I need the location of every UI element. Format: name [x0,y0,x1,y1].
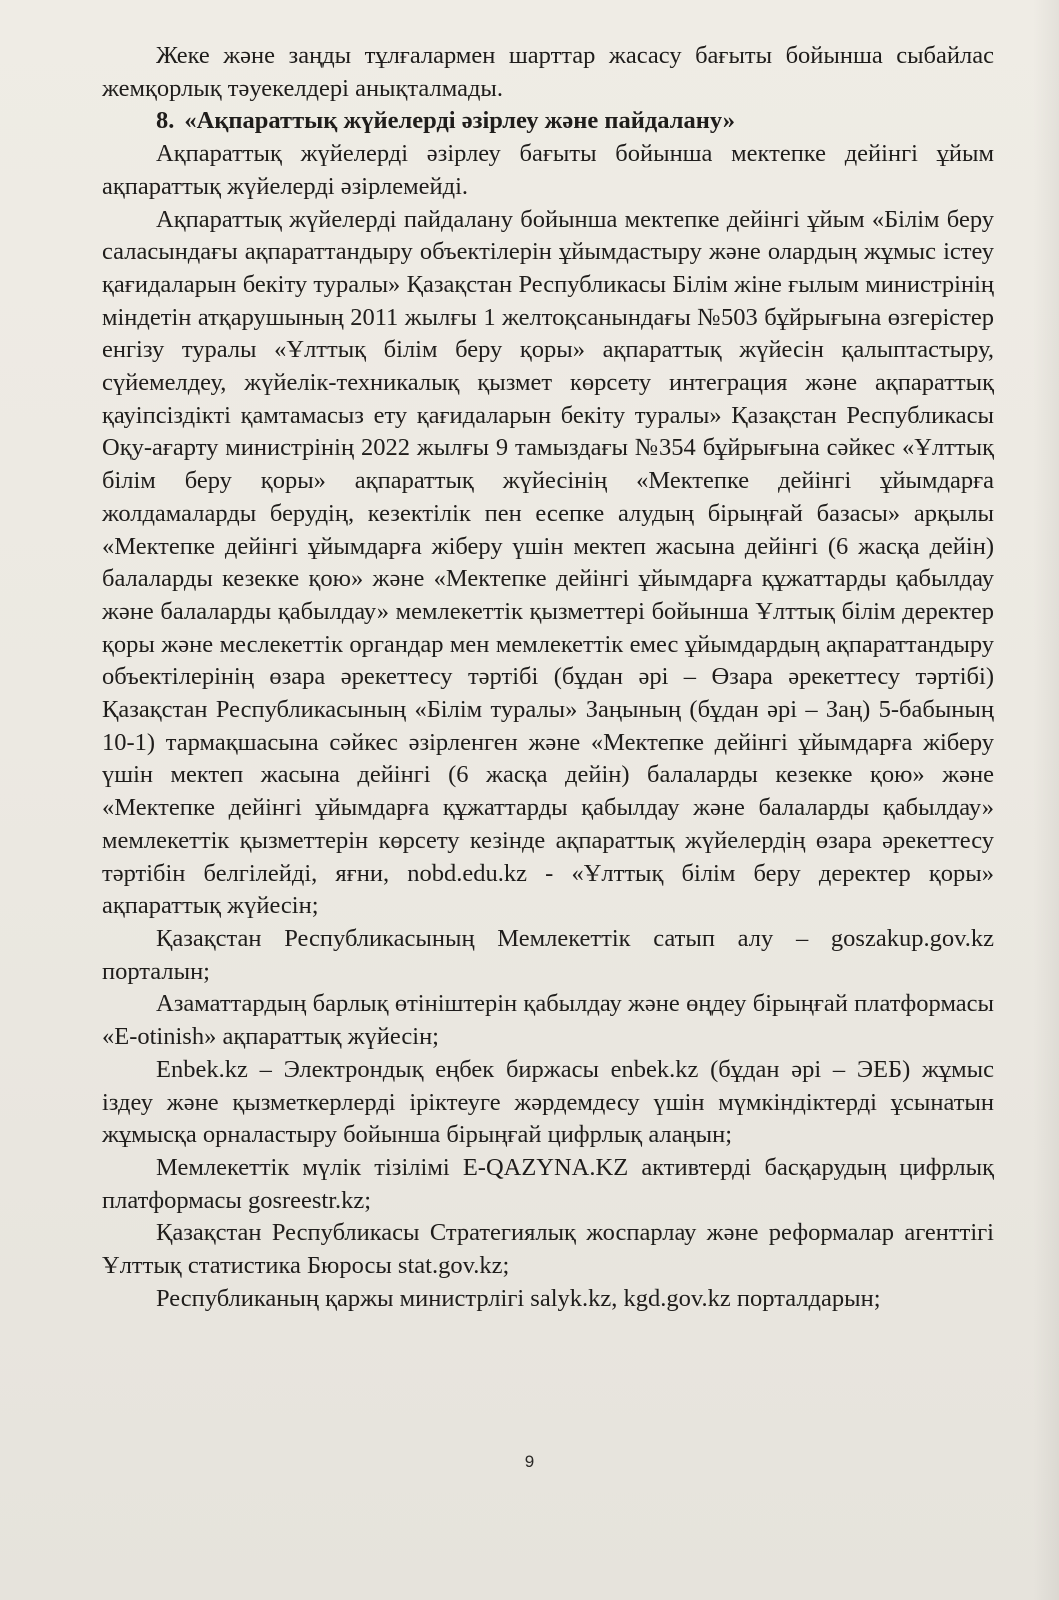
paragraph-development: Ақпараттық жүйелерді әзірлеу бағыты бойынша мектепке дейінгі ұйым ақпараттық жүйелерді әзірлемейді. [102,140,994,200]
page-number: 9 [524,1452,535,1471]
section-heading [102,105,994,138]
document-body [102,40,994,1315]
paragraph-finance: Республиканың қаржы министрлігі salyk.kz, kgd.gov.kz порталдарын; [156,1284,881,1312]
section-title: «Ақпараттық жүйелерді әзірлеу және пайдалану» [184,107,735,135]
intro-paragraph: Жеке және заңды тұлғалармен шарттар жасасу бағыты бойынша сыбайлас жемқорлық тәуекелдері анықталмады. [102,42,994,102]
paragraph-e-otinish: Азаматтардың барлық өтініштерін қабылдау және өңдеу бірыңғай платформасы «E-otinish» ақпараттық жүйесін; [102,990,994,1051]
paragraph-stat: Қазақстан Республикасы Стратегиялық жоспарлау және реформалар агенттігі Ұлттық статистика Бюросы stat.gov.kz; [102,1219,994,1280]
section-number: 8. [156,107,175,135]
paragraph-enbek: Enbek.kz – Электрондық еңбек биржасы enbek.kz (бұдан әрі – ЭЕБ) жұмыс іздеу және қызметкерлерді іріктеуге жәрдемдесу үшін мүмкіндіктерді ұсынатын жұмысқа орналастыру бойынша бірыңғай цифрлық алаңын; [102,1055,994,1149]
paragraph-usage: Ақпараттық жүйелерді пайдалану бойынша мектепке дейінгі ұйым «Білім беру саласындағы ақпараттандыру объектілерін ұйымдастыру және олардың жұмыс істеу қағидаларын бекіту туралы» Қазақстан Республикасы Білім жіне ғылым министрінің міндетін атқарушының 2011 жылғы 1 желтоқсанындағы №503 бұйрығына өзгерістер енгізу туралы «Ұлттық білім беру қоры» ақпараттық жүйесін қалыптастыру, сүйемелдеу, жүйелік-техникалық қызмет көрсету интеграция және ақпараттық қауіпсіздікті қамтамасыз ету қағидаларын бекіту туралы» Қазақстан Республикасы Оқу-ағарту министрінің 2022 жылғы 9 тамыздағы №354 бұйрығына сәйкес «Ұлттық білім беру қоры» ақпараттық жүйесінің «Мектепке дейінгі ұйымдарға жолдамаларды берудің, кезектілік пен есепке алудың бірыңғай базасы» арқылы «Мектепке дейінгі ұйымдарға жіберу үшін мектеп жасына дейінгі (6 жасқа дейін) балаларды кезекке қою» және «Мектепке дейінгі ұйымдарға құжаттарды қабылдау және балаларды қабылдау» мемлекеттік қызметтері бойынша Ұлттық білім деректер қоры және меслекеттік органдар мен мемлекеттік емес ұйымдардың ақпараттандыру объектілерінің өзара әрекеттесу тәртібі (бұдан әрі – Өзара әрекеттесу тәртібі) Қазақстан Республикасының «Білім туралы» Заңының (бұдан әрі – Заң) 5-бабының 10-1) тармақшасына сәйкес әзірленген және «Мектепке дейінгі ұйымдарға жіберу үшін мектеп жасына дейінгі (6 жасқа дейін) балаларды кезекке қою» және «Мектепке дейінгі ұйымдарға құжаттарды қабылдау және балаларды қабылдау» мемлекеттік қызметтерін көрсету кезінде ақпараттық жүйелердің өзара әрекеттесу тәртібін белгілейді, яғни, nobd.edu.kz - «Ұлттық білім беру деректер қоры» ақпараттық жүйесін; [102,205,994,920]
paragraph-e-qazyna: Мемлекеттік мүлік тізілімі E-QAZYNA.KZ активтерді басқарудың цифрлық платформасы gosreestr.kz; [102,1153,994,1214]
paragraph-goszakup: Қазақстан Республикасының Мемлекеттік сатып алу – goszakup.gov.kz порталын; [102,924,994,985]
